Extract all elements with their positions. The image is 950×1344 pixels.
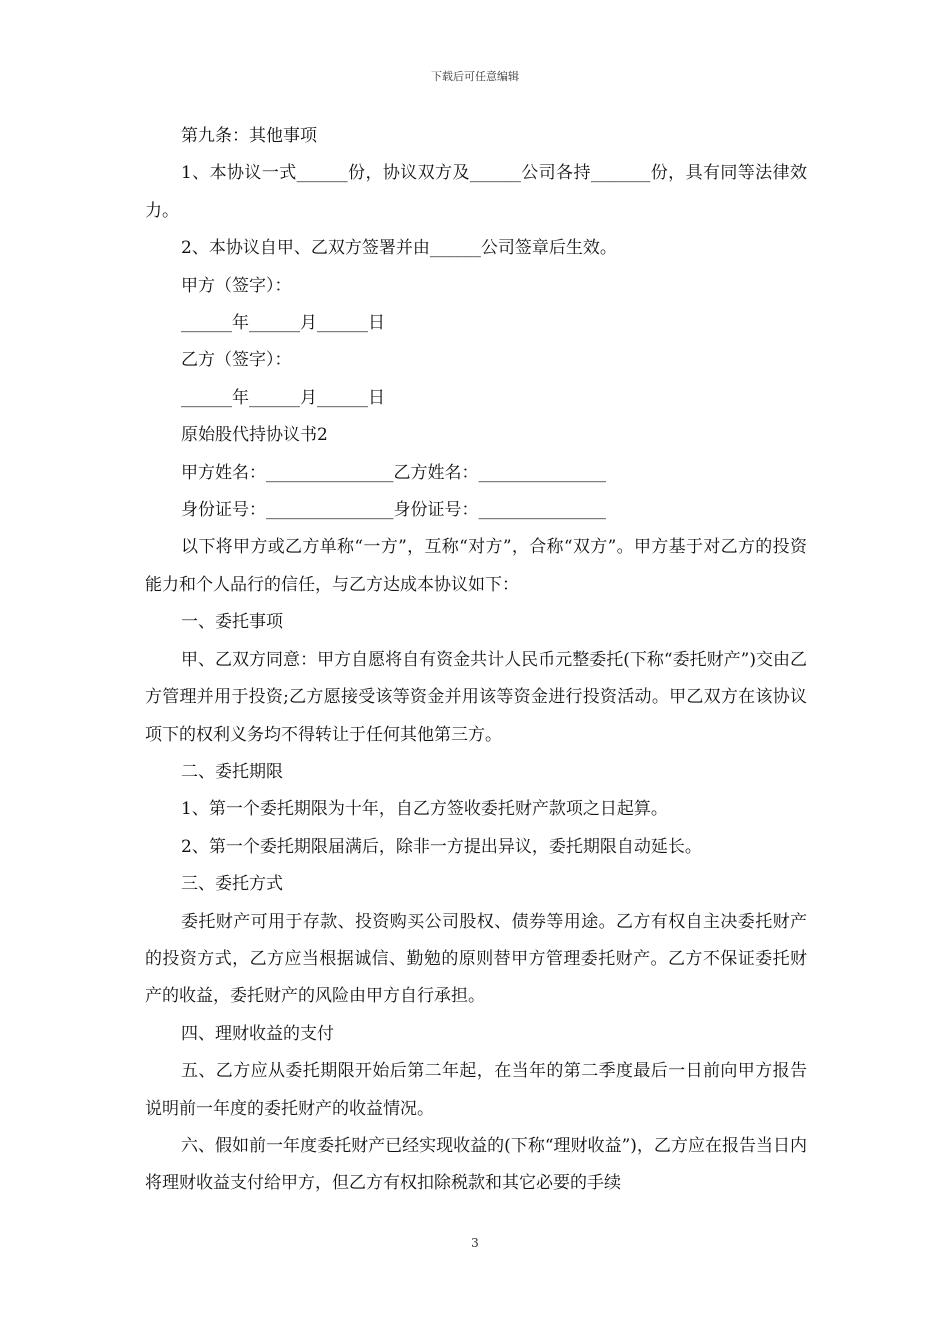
- paragraph: 1、第一个委托期限为十年，自乙方签收委托财产款项之日起算。: [181, 799, 668, 820]
- section-heading: 四、理财收益的支付: [181, 1023, 334, 1044]
- paragraph: 2、第一个委托期限届满后，除非一方提出异议，委托期限自动延长。: [181, 836, 702, 857]
- section-heading: 二、委托期限: [181, 761, 283, 782]
- page-number: 3: [471, 1236, 479, 1250]
- party-a-signature-line: 甲方（签字）：: [181, 275, 292, 296]
- paragraph: 以下将甲方或乙方单称“一方”，互称“对方”，合称“双方”。甲方基于对乙方的投资能力和个人品行的信任，与乙方达成本协议如下：: [145, 537, 807, 595]
- section-heading: 一、委托事项: [181, 612, 283, 633]
- paragraph: 六、假如前一年度委托财产已经实现收益的(下称“理财收益”)，乙方应在报告当日内将理财收益支付给甲方，但乙方有权扣除税款和其它必要的手续: [145, 1135, 807, 1194]
- paragraph: 甲、乙双方同意：甲方自愿将自有资金共计人民币元整委托(下称“委托财产”)交由乙方管理并用于投资;乙方愿接受该等资金并用该等资金进行投资活动。甲乙双方在该协议项下的权利义务均不得转让于任何其他第三方。: [145, 649, 807, 745]
- document-title: 原始股代持协议书2: [181, 425, 328, 446]
- paragraph: 2、本协议自甲、乙双方签署并由______公司签章后生效。: [181, 238, 617, 259]
- section-heading-article-9: 第九条：其他事项: [181, 126, 317, 146]
- party-b-signature-line: 乙方（签字）：: [181, 350, 292, 371]
- date-line: ______年______月______日: [181, 387, 385, 408]
- document-body: [145, 118, 807, 1203]
- name-fields-line: 甲方姓名：_______________乙方姓名：_______________: [181, 462, 606, 483]
- page-header: 下载后可任意编辑: [431, 70, 519, 83]
- section-heading: 三、委托方式: [181, 874, 283, 895]
- date-line: ______年______月______日: [181, 313, 385, 334]
- id-number-fields-line: 身份证号：_______________身份证号：_______________: [181, 500, 606, 521]
- paragraph: 五、乙方应从委托期限开始后第二年起，在当年的第二季度最后一日前向甲方报告说明前一年度的委托财产的收益情况。: [145, 1061, 807, 1119]
- paragraph: 1、本协议一式______份，协议双方及______公司各持_______份，具有同等法律效力。: [145, 163, 807, 221]
- paragraph: 委托财产可用于存款、投资购买公司股权、债券等用途。乙方有权自主决委托财产的投资方式，乙方应当根据诚信、勤勉的原则替甲方管理委托财产。乙方不保证委托财产的收益，委托财产的风险由甲方自行承担。: [145, 911, 807, 1007]
